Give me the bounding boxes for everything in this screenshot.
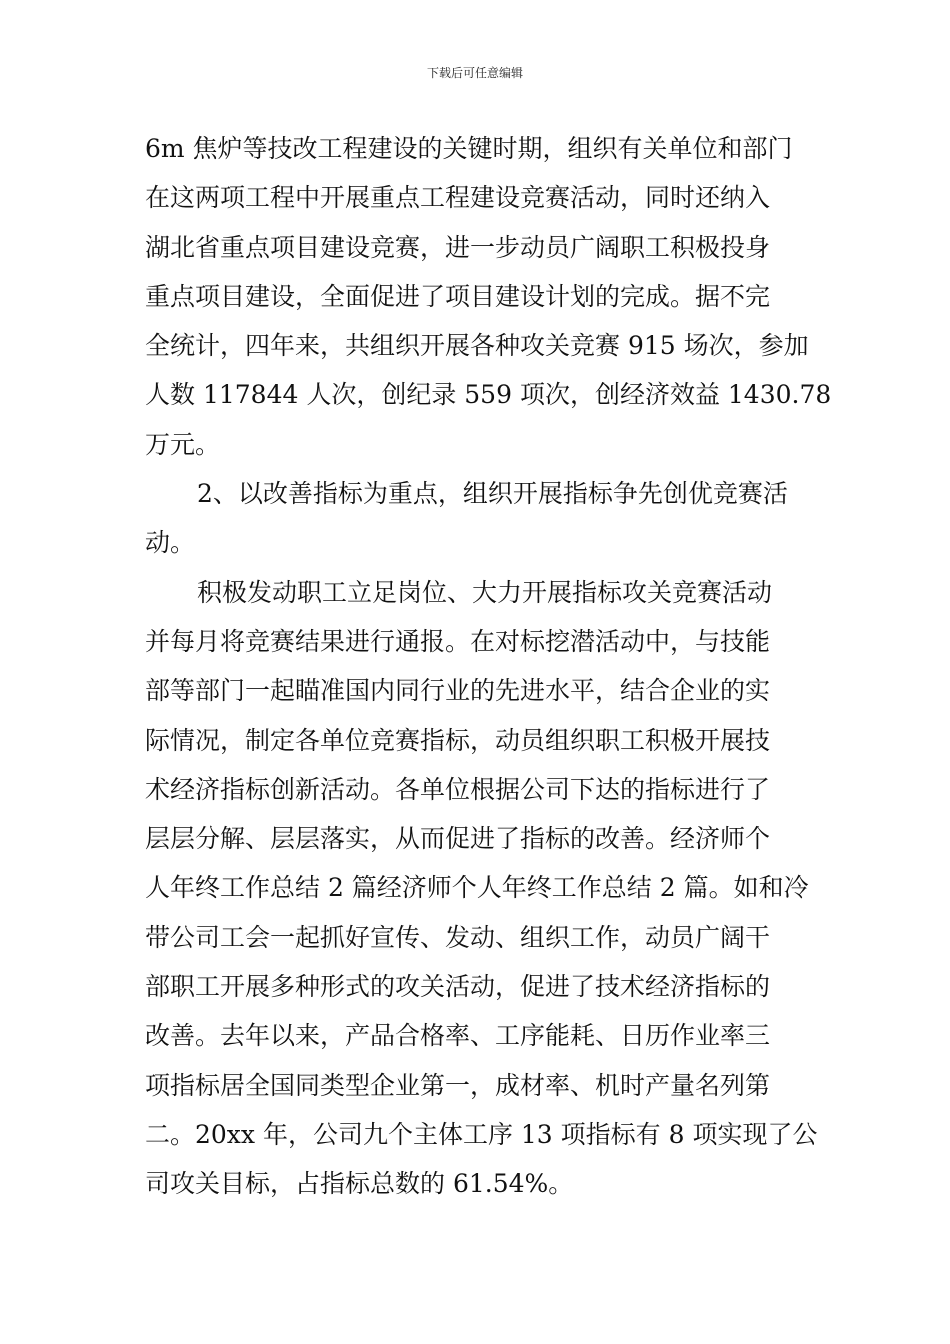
text-line: 人年终工作总结 2 篇经济师个人年终工作总结 2 篇。如和冷 [145, 873, 809, 903]
text-line: 术经济指标创新活动。各单位根据公司下达的指标进行了 [145, 774, 771, 804]
text-line: 万元。 [145, 429, 221, 459]
text-line: 层层分解、层层落实，从而促进了指标的改善。经济师个 [145, 824, 771, 854]
text-line: 2、以改善指标为重点，组织开展指标争先创优竞赛活 [197, 479, 788, 509]
text-line: 并每月将竞赛结果进行通报。在对标挖潜活动中，与技能 [145, 626, 771, 656]
text-line: 项指标居全国同类型企业第一，成材率、机时产量名列第 [145, 1070, 771, 1100]
text-line: 带公司工会一起抓好宣传、发动、组织工作，动员广阔干 [145, 922, 771, 952]
text-line: 部等部门一起瞄准国内同行业的先进水平，结合企业的实 [145, 676, 771, 706]
text-line: 改善。去年以来，产品合格率、工序能耗、日历作业率三 [145, 1021, 771, 1051]
page-header: 下载后可任意编辑 [426, 66, 523, 80]
document-body [145, 124, 832, 1209]
text-line: 二。20xx 年，公司九个主体工序 13 项指标有 8 项实现了公 [145, 1119, 818, 1149]
text-line: 动。 [145, 528, 196, 558]
text-line: 人数 117844 人次，创纪录 559 项次，创经济效益 1430.78 [145, 380, 832, 410]
text-line: 司攻关目标，占指标总数的 61.54%。 [145, 1169, 574, 1199]
text-line: 6m 焦炉等技改工程建设的关键时期，组织有关单位和部门 [145, 134, 793, 163]
paragraph-2-heading [145, 469, 807, 568]
text-line: 部职工开展多种形式的攻关活动，促进了技术经济指标的 [145, 972, 771, 1002]
text-line: 积极发动职工立足岗位、大力开展指标攻关竞赛活动 [197, 577, 773, 607]
paragraph-3 [145, 568, 818, 1209]
text-line: 重点项目建设，全面促进了项目建设计划的完成。据不完 [145, 281, 771, 311]
text-line: 在这两项工程中开展重点工程建设竞赛活动，同时还纳入 [145, 183, 771, 213]
paragraph-1 [145, 124, 832, 469]
text-line: 全统计，四年来，共组织开展各种攻关竞赛 915 场次，参加 [145, 331, 809, 361]
text-line: 际情况，制定各单位竞赛指标，动员组织职工积极开展技 [145, 725, 771, 755]
text-line: 湖北省重点项目建设竞赛，进一步动员广阔职工积极投身 [145, 232, 771, 262]
